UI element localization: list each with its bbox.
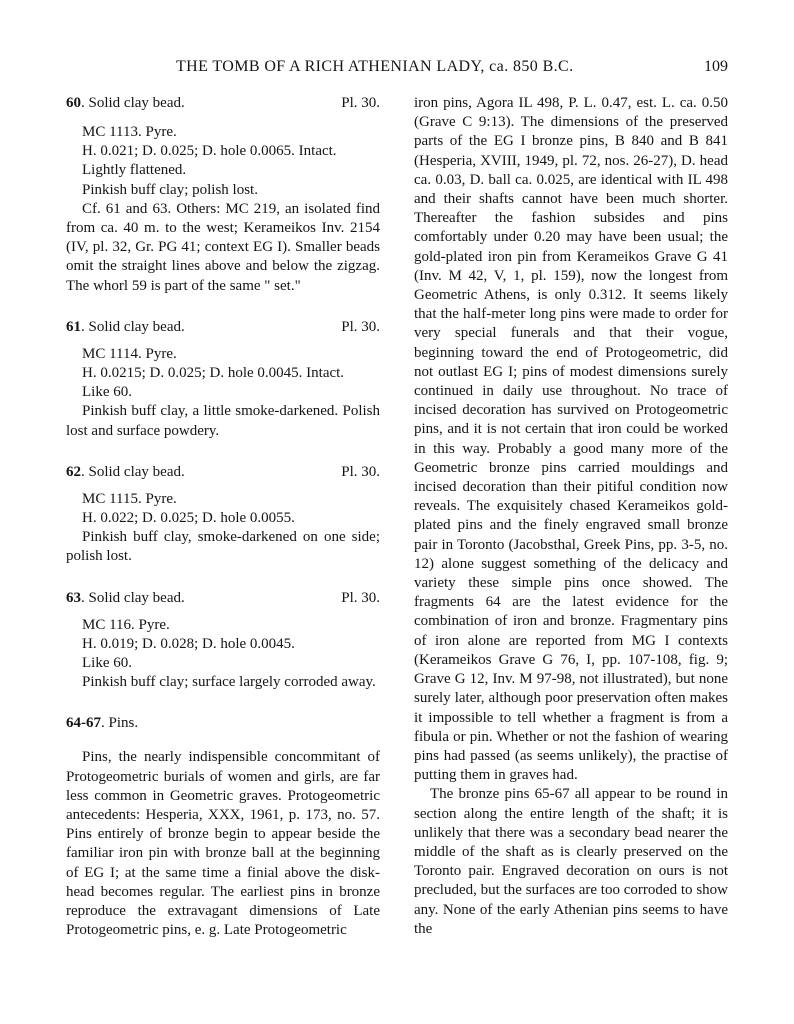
entry-number: 62: [66, 463, 81, 480]
entry-note: Pinkish buff clay, smoke-darkened on one side; polish lost.: [66, 529, 380, 565]
entry-line: H. 0.022; D. 0.025; D. hole 0.0055.: [82, 510, 295, 527]
entry-line: Pinkish buff clay; polish lost.: [82, 181, 258, 198]
entry-line: MC 1115. Pyre.: [82, 490, 177, 507]
entry-line: Like 60.: [82, 655, 132, 672]
body-paragraph: iron pins, Agora IL 498, P. L. 0.47, est. L. ca. 0.50 (Grave C 9:13). The dimensions of the preserved parts of the EG I bronze pins, B 840 and B 841 (Hesperia, XVIII, 1949, pl. 72, nos. 26-27), D. head ca. 0.03, D. ball ca. 0.025, are identical with IL 498 and their shafts cannot have been much shorter. Thereafter the fashion subsides and pins comfortably under 0.20 may have been usual; the gold-plated iron pin from Kerameikos Grave G 41 (Inv. M 42, V, 1, pl. 159), now the longest from Geometric Athens, is only 0.312. It seems likely that the half-meter long pins were made to order for very special funerals and that their vogue, beginning toward the end of Protogeometric, did not outlast EG I; pins of modest dimensions surely continued in daily use throughout. No trace of incised decoration has survived on Protogeometric pins, and it is not certain that iron could be worked in this way. Probably a good many more of the Geometric bronze pins carried mouldings and incised decoration than their pitiful condition now reveals. The exquisitely chased Kerameikos gold-plated pins and the finely engraved small bronze pair in Toronto (Jacobsthal, Greek Pins, pp. 3-5, no. 12) alone suggest something of the delicacy and variety these simple pins once showed. The fragments 64 are the latest evidence for the combination of iron and bronze. Fragmentary pins of iron alone are reported from MG I contexts (Kerameikos Grave G 76, I, pp. 107-108, fig. 9; Grave G 12, Inv. M 97-98, not illustrated), but none surely later, although poor preservation often makes it impossible to tell whether a fragment is from a fibula or pin. Whether or not the fashion of wearing pins had passed (as seems unlikely), the practise of putting them in graves had.: [414, 95, 728, 784]
section-heading: 64-67. Pins.: [66, 715, 139, 732]
page-header: [66, 58, 728, 80]
entry-title: Solid clay bead.: [88, 589, 185, 606]
entry-note: Pinkish buff clay; surface largely corroded away.: [82, 674, 376, 691]
entry-line: Lightly flattened.: [82, 162, 187, 179]
catalogue-entry-62: [66, 463, 380, 567]
entry-number: 61: [66, 318, 81, 335]
catalogue-entry-61: [66, 318, 380, 441]
entry-line: MC 116. Pyre.: [82, 616, 170, 633]
page-number: 109: [704, 58, 728, 75]
plate-reference: Pl. 30.: [341, 463, 380, 480]
plate-reference: Pl. 30.: [341, 589, 380, 606]
plate-reference: Pl. 30.: [341, 318, 380, 335]
section-number: 64-67: [66, 715, 101, 732]
entry-line: H. 0.0215; D. 0.025; D. hole 0.0045. Intact.: [82, 365, 345, 382]
entry-line: MC 1113. Pyre.: [82, 124, 177, 140]
left-column: [66, 94, 380, 941]
entry-line: Like 60.: [82, 384, 132, 401]
section-title: Pins.: [108, 715, 139, 732]
entry-line: MC 1114. Pyre.: [82, 345, 177, 362]
entry-heading: 60. Solid clay bead. Pl. 30.: [66, 94, 380, 114]
entry-note: Cf. 61 and 63. Others: MC 219, an isolated find from ca. 40 m. to the west; Kerameikos Inv. 2154 (IV, pl. 32, Gr. PG 41; context EG I). Smaller beads omit the straight lines above and below the zigzag. The whorl 59 is part of the same " set.": [66, 200, 380, 294]
entry-number: 63: [66, 589, 81, 606]
catalogue-entry-63: [66, 589, 380, 693]
entry-heading: 63. Solid clay bead. Pl. 30.: [66, 589, 380, 609]
entry-details: [66, 490, 380, 528]
body-paragraph: The bronze pins 65-67 all appear to be round in section along the entire length of the shaft; it is unlikely that there was a secondary bead nearer the middle of the shaft as is clearly preserved on the Toronto pair. Engraved decoration on ours is not precluded, but the surfaces are too corroded to show any. None of the early Athenian pins seems to have the: [414, 786, 728, 937]
pins-section: [66, 714, 380, 940]
section-paragraph: Pins, the nearly indispensible concommitant of Protogeometric burials of women and girls, are far less common in Geometric graves. Protogeometric antecedents: Hesperia, XXX, 1961, p. 173, no. 57. Pins entirely of bronze begin to appear beside the familiar iron pin with bronze ball at the beginning of EG I; at the same time a finial above the disk-head becomes regular. The earliest pins in bronze reproduce the extravagant dimensions of Late Protogeometric pins, e. g. Late Protogeometric: [66, 749, 380, 939]
running-title: THE TOMB OF A RICH ATHENIAN LADY, ca. 850 B.C.: [176, 58, 574, 75]
entry-line: H. 0.019; D. 0.028; D. hole 0.0045.: [82, 635, 295, 652]
entry-details: [66, 123, 380, 200]
entry-title: Solid clay bead.: [88, 318, 185, 335]
entry-details: [66, 345, 380, 403]
entry-line: H. 0.021; D. 0.025; D. hole 0.0065. Intact.: [82, 143, 337, 160]
entry-details: [66, 616, 380, 674]
plate-reference: Pl. 30.: [341, 95, 380, 111]
entry-title: Solid clay bead.: [88, 463, 185, 480]
entry-number: 60: [66, 95, 81, 111]
right-column: [414, 94, 728, 939]
entry-note: Pinkish buff clay, a little smoke-darkened. Polish lost and surface powdery.: [66, 403, 380, 439]
catalogue-entry-60: [66, 94, 380, 296]
entry-heading: 61. Solid clay bead. Pl. 30.: [66, 318, 380, 338]
entry-heading: 62. Solid clay bead. Pl. 30.: [66, 463, 380, 483]
entry-title: Solid clay bead.: [88, 95, 185, 111]
